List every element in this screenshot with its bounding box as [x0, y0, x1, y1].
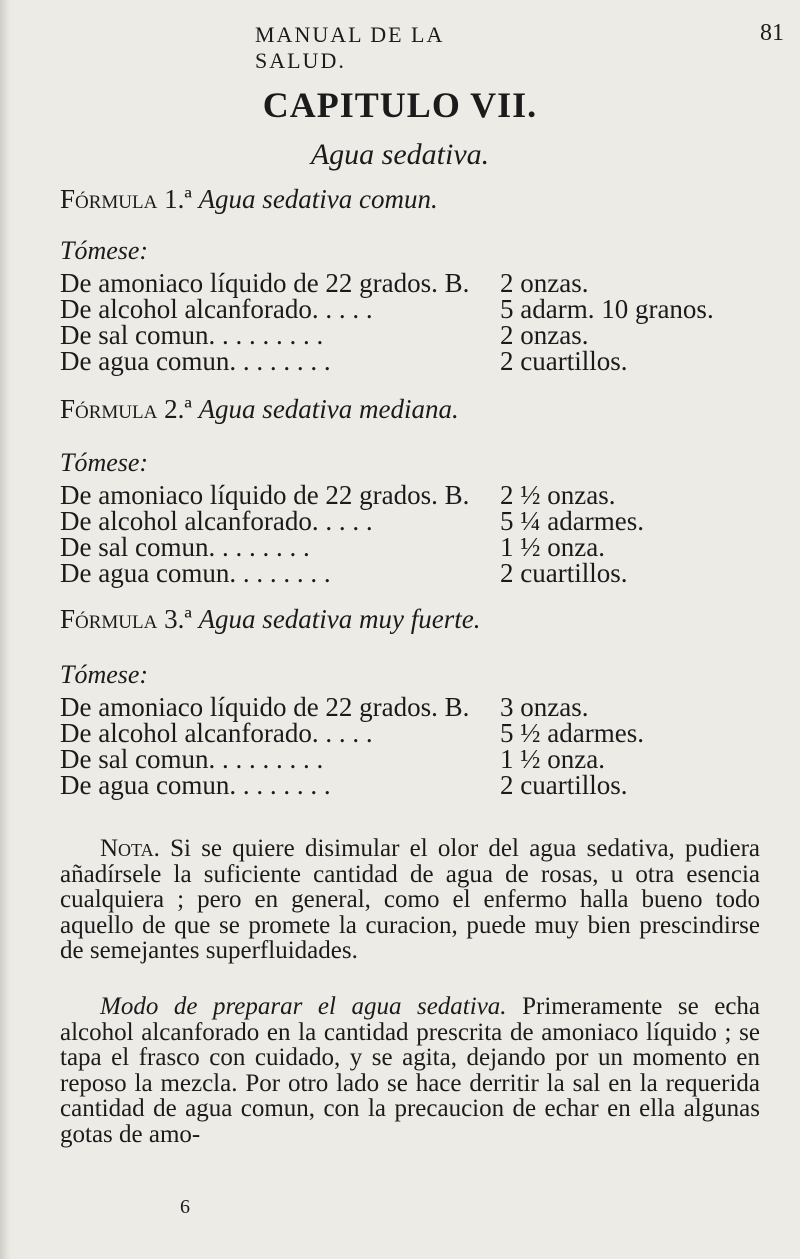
ingredient-name: De alcohol alcanforado. . . . . — [60, 294, 373, 324]
ingredient-name: De agua comun. . . . . . . . — [60, 346, 331, 376]
ingredient-row — [60, 770, 628, 801]
page-edge-shadow — [0, 0, 10, 1259]
ingredient-quantity: 2 cuartillos. — [500, 346, 628, 376]
ingredient-quantity: 5 ¼ adarmes. — [500, 506, 644, 536]
ingredient-name: De alcohol alcanforado. . . . . — [60, 718, 373, 748]
formula-name: Agua sedativa muy fuerte. — [198, 604, 481, 634]
ingredient-name: De agua comun. . . . . . . . — [60, 770, 331, 800]
tomese-label: Tómese: — [60, 660, 149, 689]
running-title: MANUAL DE LA SALUD. — [255, 22, 444, 73]
ingredient-name: De sal comun. . . . . . . . . — [60, 320, 324, 350]
formula-3-heading — [60, 604, 481, 635]
formula-number: Fórmula 2.ª — [60, 394, 192, 424]
ingredient-name: De amoniaco líquido de 22 grados. B. — [60, 268, 470, 298]
ingredient-quantity: 2 cuartillos. — [500, 770, 628, 800]
formula-number: Fórmula 3.ª — [60, 604, 192, 634]
formula-number: Fórmula 1.ª — [60, 184, 192, 214]
page-number: 81 — [760, 20, 784, 46]
formula-2-heading — [60, 394, 459, 425]
ingredient-name: De alcohol alcanforado. . . . . — [60, 506, 373, 536]
ingredient-quantity: 1 ½ onza. — [500, 532, 605, 562]
note-text: Si se quiere disimular el olor del agua sedativa, pudiera añadírsele la suficiente cantidad de agua de rosas, u otra esencia cualquiera ; pero en general, como el enfermo halla bueno todo aquello de que se promete la curacion, puede muy bien prescindirse de semejantes superfluidades. — [60, 835, 761, 964]
ingredient-name: De sal comun. . . . . . . . — [60, 532, 310, 562]
ingredient-name: De sal comun. . . . . . . . . — [60, 744, 324, 774]
ingredient-quantity: 2 onzas. — [500, 268, 589, 298]
note-lead: Nota. — [100, 835, 160, 862]
formula-name: Agua sedativa mediana. — [198, 394, 459, 424]
ingredient-name: De amoniaco líquido de 22 grados. B. — [60, 692, 470, 722]
tomese-label: Tómese: — [60, 448, 149, 477]
ingredient-quantity: 3 onzas. — [500, 692, 589, 722]
ingredient-row — [60, 558, 628, 589]
ingredient-name: De amoniaco líquido de 22 grados. B. — [60, 480, 470, 510]
ingredient-quantity: 2 ½ onzas. — [500, 480, 616, 510]
method-paragraph — [60, 994, 760, 1147]
ingredient-quantity: 5 ½ adarmes. — [500, 718, 644, 748]
ingredient-quantity: 2 cuartillos. — [500, 558, 628, 588]
chapter-subtitle: Agua sedativa. — [310, 138, 490, 171]
ingredient-quantity: 2 onzas. — [500, 320, 589, 350]
note-paragraph — [60, 836, 760, 964]
method-lead: Modo de preparar el agua sedativa. — [100, 993, 507, 1020]
tomese-label: Tómese: — [60, 236, 149, 265]
ingredient-row — [60, 346, 628, 377]
formula-name: Agua sedativa comun. — [198, 184, 438, 214]
formula-1-heading — [60, 184, 438, 215]
ingredient-quantity: 5 adarm. 10 granos. — [500, 294, 714, 324]
ingredient-name: De agua comun. . . . . . . . — [60, 558, 331, 588]
chapter-title: CAPITULO VII. — [262, 85, 538, 125]
ingredient-quantity: 1 ½ onza. — [500, 744, 605, 774]
method-text: Primeramente se echa alcohol alcanforado en la cantidad prescrita de amoniaco líquido ; se tapa el frasco con cuidado, y se agita, dejando por un momento en reposo la mezcla. Por otro lado se hace derritir la sal en la requerida cantidad de agua comun, con la precaucion de echar en ella algunas gotas de amo- — [60, 993, 761, 1148]
signature-mark: 6 — [180, 1196, 190, 1218]
